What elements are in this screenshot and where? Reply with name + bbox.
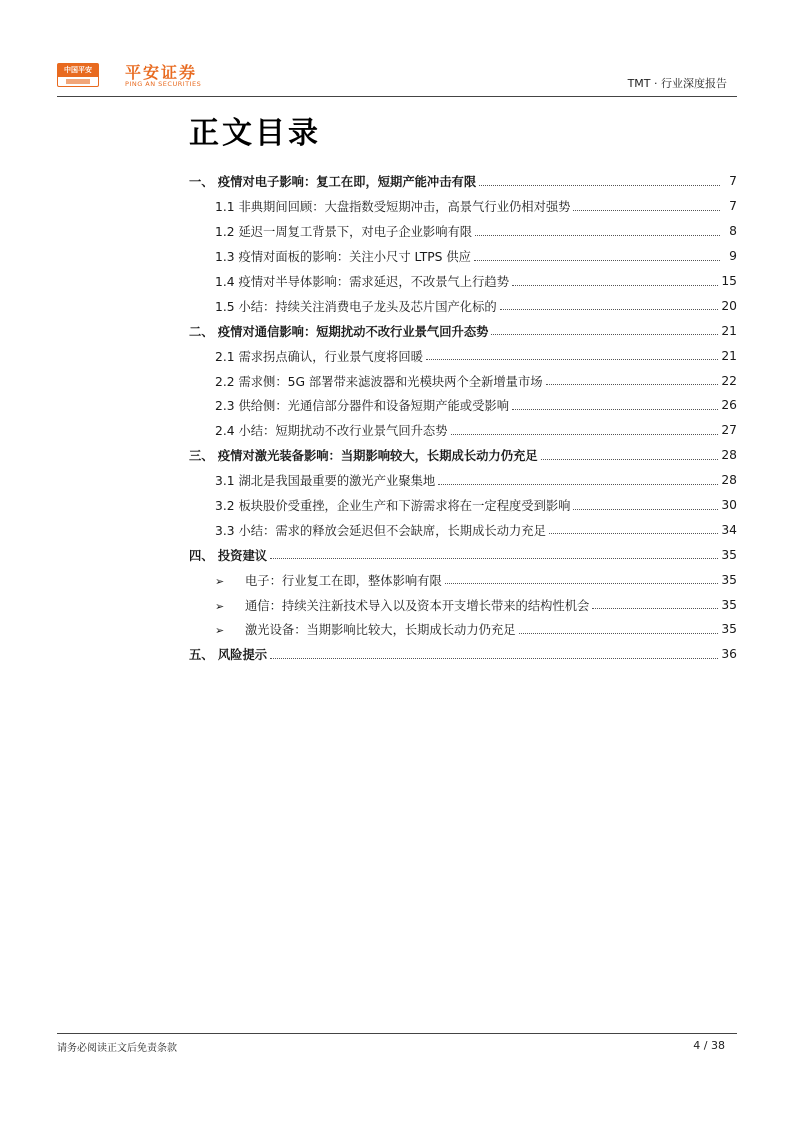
- toc-entry-page: 26: [721, 398, 737, 413]
- toc-entry[interactable]: [189, 418, 737, 443]
- toc-entry[interactable]: [189, 219, 737, 244]
- toc-entry[interactable]: [189, 318, 737, 343]
- toc-entry[interactable]: [189, 293, 737, 318]
- report-type: TMT · 行业深度报告: [627, 77, 727, 90]
- toc-entry-page: 22: [721, 373, 737, 388]
- toc-entry-label: 二、 疫情对通信影响：短期扰动不改行业景气回升态势: [189, 324, 489, 339]
- toc-entry-label: 通信：持续关注新技术导入以及资本开支增长带来的结构性机会: [245, 598, 590, 613]
- page-header: [57, 58, 737, 96]
- toc-entry[interactable]: [189, 493, 737, 518]
- toc-entry-page: 8: [729, 224, 737, 239]
- toc-entry-label: 3.1 湖北是我国最重要的激光产业聚集地: [215, 474, 436, 489]
- toc-entry[interactable]: [189, 542, 737, 567]
- toc-entry[interactable]: [189, 567, 737, 592]
- toc-entry-page: 7: [729, 199, 737, 214]
- toc-entry-page: 27: [721, 423, 737, 438]
- toc-entry-label: 2.1 需求拐点确认，行业景气度将回暖: [215, 349, 423, 364]
- toc-entry-label: 一、 疫情对电子影响：复工在即，短期产能冲击有限: [189, 175, 477, 190]
- toc-entry-page: 20: [721, 298, 737, 313]
- toc-entry-label: 电子：行业复工在即，整体影响有限: [245, 573, 442, 588]
- toc-entry-page: 35: [721, 547, 737, 562]
- toc-entry[interactable]: [189, 269, 737, 294]
- pingan-logo-icon: [57, 63, 99, 87]
- toc-entry-page: 15: [721, 274, 737, 288]
- toc-entry-label: 1.4 疫情对半导体影响：需求延迟，不改景气上行趋势: [215, 275, 509, 289]
- toc-entry-page: 35: [721, 572, 737, 587]
- toc-entry[interactable]: [189, 343, 737, 368]
- toc-entry-label: 激光设备：当期影响比较大，长期成长动力仍充足: [245, 623, 516, 638]
- toc-entry-page: 9: [729, 249, 737, 264]
- toc-entry-page: 21: [721, 348, 737, 363]
- toc-entry[interactable]: [189, 517, 737, 542]
- header-divider: [57, 96, 737, 97]
- toc-entry-page: 30: [721, 498, 737, 513]
- toc-entry-label: 五、 风险提示: [189, 648, 268, 663]
- toc-entry[interactable]: [189, 592, 737, 617]
- toc-entry-label: 3.3 小结：需求的释放会延迟但不会缺席，长期成长动力充足: [215, 523, 546, 538]
- page-title: 正文目录: [189, 116, 321, 151]
- toc-entry-label: 四、 投资建议: [189, 548, 268, 563]
- toc-entry[interactable]: [189, 443, 737, 468]
- toc-entry[interactable]: [189, 617, 737, 642]
- table-of-contents: [189, 169, 737, 667]
- toc-entry-page: 28: [721, 448, 737, 463]
- toc-entry[interactable]: [189, 368, 737, 393]
- page-number: 4 / 38: [693, 1039, 725, 1052]
- toc-entry-page: 35: [721, 622, 737, 637]
- toc-entry-label: 三、 疫情对激光装备影响：当期影响较大，长期成长动力仍充足: [189, 449, 538, 464]
- toc-entry-page: 34: [721, 522, 737, 537]
- toc-entry-page: 35: [721, 597, 737, 612]
- toc-entry-page: 21: [721, 323, 737, 338]
- footer-divider: [57, 1033, 737, 1034]
- toc-entry-label: 1.3 疫情对面板的影响：关注小尺寸 LTPS 供应: [215, 250, 471, 265]
- bullet-arrow-icon: ➢: [215, 574, 225, 588]
- toc-entry[interactable]: [189, 393, 737, 418]
- logo-badge-text: 中国平安: [58, 64, 98, 77]
- toc-entry-label: 3.2 板块股价受重挫，企业生产和下游需求将在一定程度受到影响: [215, 499, 571, 514]
- bullet-arrow-icon: ➢: [215, 599, 225, 613]
- toc-entry-page: 28: [721, 473, 737, 488]
- toc-entry-page: 7: [729, 174, 737, 189]
- toc-entry[interactable]: [189, 468, 737, 493]
- toc-entry-label: 2.4 小结：短期扰动不改行业景气回升态势: [215, 424, 448, 439]
- logo-name: 平安证券: [125, 63, 198, 82]
- toc-entry[interactable]: [189, 642, 737, 667]
- footer-disclaimer: 请务必阅读正文后免责条款: [57, 1043, 177, 1054]
- toc-entry-label: 2.3 供给侧：光通信部分器件和设备短期产能或受影响: [215, 399, 509, 414]
- toc-entry[interactable]: [189, 194, 737, 219]
- toc-entry-page: 36: [721, 647, 737, 662]
- toc-entry-label: 1.2 延迟一周复工背景下，对电子企业影响有限: [215, 225, 473, 240]
- toc-entry[interactable]: [189, 169, 737, 194]
- toc-entry-label: 1.5 小结：持续关注消费电子龙头及芯片国产化标的: [215, 299, 497, 314]
- toc-entry-label: 1.1 非典期间回顾：大盘指数受短期冲击，高景气行业仍相对强势: [215, 200, 571, 215]
- logo-subtitle: PING AN SECURITIES: [125, 80, 202, 88]
- bullet-arrow-icon: ➢: [215, 624, 225, 638]
- toc-entry[interactable]: [189, 244, 737, 269]
- toc-entry-label: 2.2 需求侧：5G 部署带来滤波器和光模块两个全新增量市场: [215, 374, 543, 389]
